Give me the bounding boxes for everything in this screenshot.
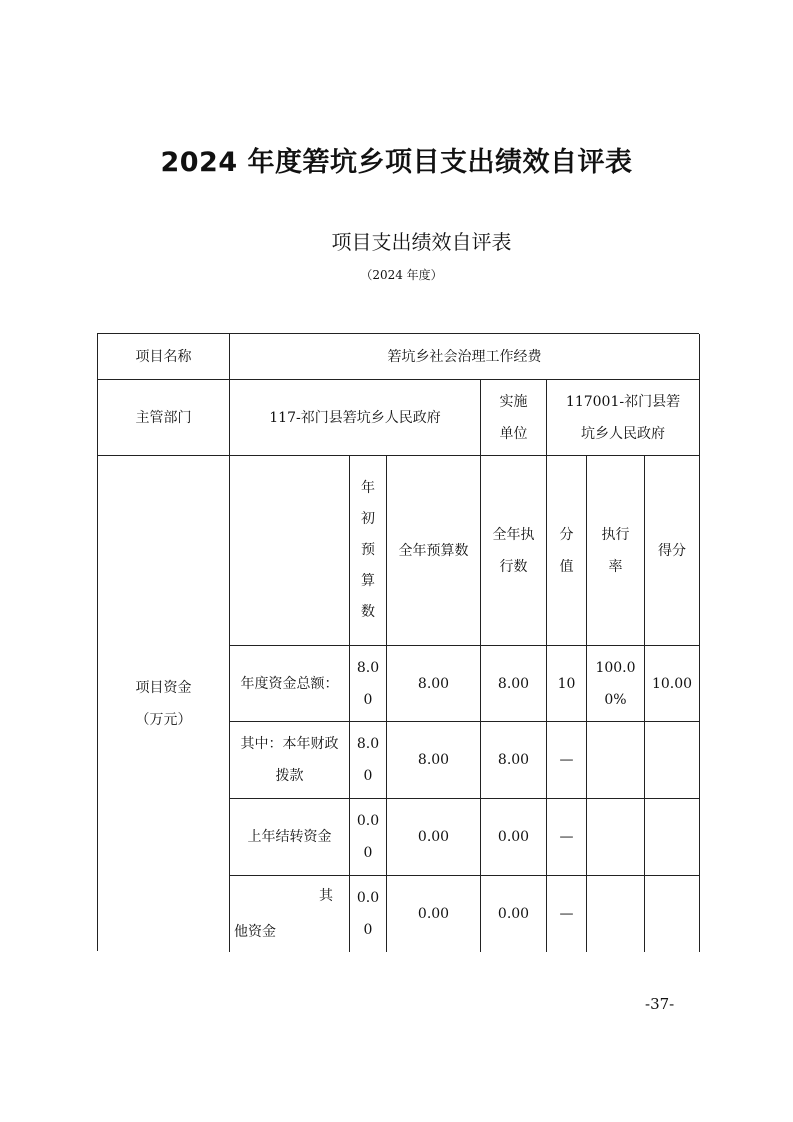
project-name-label: 项目名称	[98, 334, 230, 380]
row-label: 年度资金总额：	[230, 646, 350, 722]
header-initial-budget-char: 预	[361, 542, 375, 558]
cell-score-value: 10	[547, 646, 587, 722]
project-name-value: 箬坑乡社会治理工作经费	[230, 334, 700, 380]
cell-annual-execution: 8.00	[481, 722, 547, 799]
cell-score: 10.00	[645, 646, 700, 722]
header-execution-rate: 执行率	[587, 456, 645, 646]
cell-score-value: —	[547, 722, 587, 799]
cell-initial-budget: 8.00	[350, 722, 387, 799]
dept-value: 117-祁门县箬坑乡人民政府	[230, 380, 481, 456]
cell-annual-budget: 0.00	[387, 799, 481, 876]
cell-execution-rate: 100.00%	[587, 646, 645, 722]
dept-label: 主管部门	[98, 380, 230, 456]
performance-table	[97, 333, 699, 951]
cell-annual-budget: 0.00	[387, 876, 481, 952]
header-score: 得分	[645, 456, 700, 646]
main-title: 2024 年度箬坑乡项目支出绩效自评表	[160, 147, 633, 178]
header-initial-budget-char: 算	[361, 573, 375, 589]
header-blank	[230, 456, 350, 646]
cell-annual-budget: 8.00	[387, 646, 481, 722]
cell-annual-budget: 8.00	[387, 722, 481, 799]
cell-score-value: —	[547, 799, 587, 876]
header-score-value: 分值	[547, 456, 587, 646]
cell-annual-execution: 0.00	[481, 876, 547, 952]
sub-title: 项目支出绩效自评表	[331, 230, 512, 254]
cell-execution-rate	[587, 722, 645, 799]
cell-annual-execution: 8.00	[481, 646, 547, 722]
header-initial-budget	[350, 456, 387, 646]
impl-unit-label: 实施单位	[481, 380, 547, 456]
header-initial-budget-char: 初	[361, 511, 375, 527]
header-annual-execution: 全年执行数	[481, 456, 547, 646]
funds-label	[98, 456, 230, 952]
header-initial-budget-char: 数	[361, 604, 375, 620]
cell-initial-budget: 0.00	[350, 799, 387, 876]
cell-score	[645, 876, 700, 952]
cell-annual-execution: 0.00	[481, 799, 547, 876]
year-note: （2024 年度）	[360, 268, 443, 282]
cell-score-value: —	[547, 876, 587, 952]
header-annual-budget: 全年预算数	[387, 456, 481, 646]
cell-initial-budget: 0.00	[350, 876, 387, 952]
row-label: 其中：本年财政拨款	[230, 722, 350, 799]
impl-unit-value: 117001-祁门县箬坑乡人民政府	[547, 380, 700, 456]
cell-score	[645, 722, 700, 799]
header-initial-budget-char: 年	[361, 480, 375, 496]
row-label-part2: 他资金	[234, 924, 276, 940]
cell-execution-rate	[587, 799, 645, 876]
funds-label-line2: （万元）	[135, 712, 192, 728]
funds-label-line1: 项目资金	[135, 680, 192, 696]
cell-score	[645, 799, 700, 876]
row-label	[230, 876, 350, 952]
row-label-part1: 其	[319, 888, 333, 904]
page-number: -37-	[645, 995, 675, 1013]
cell-initial-budget: 8.00	[350, 646, 387, 722]
cell-execution-rate	[587, 876, 645, 952]
row-label: 上年结转资金	[230, 799, 350, 876]
